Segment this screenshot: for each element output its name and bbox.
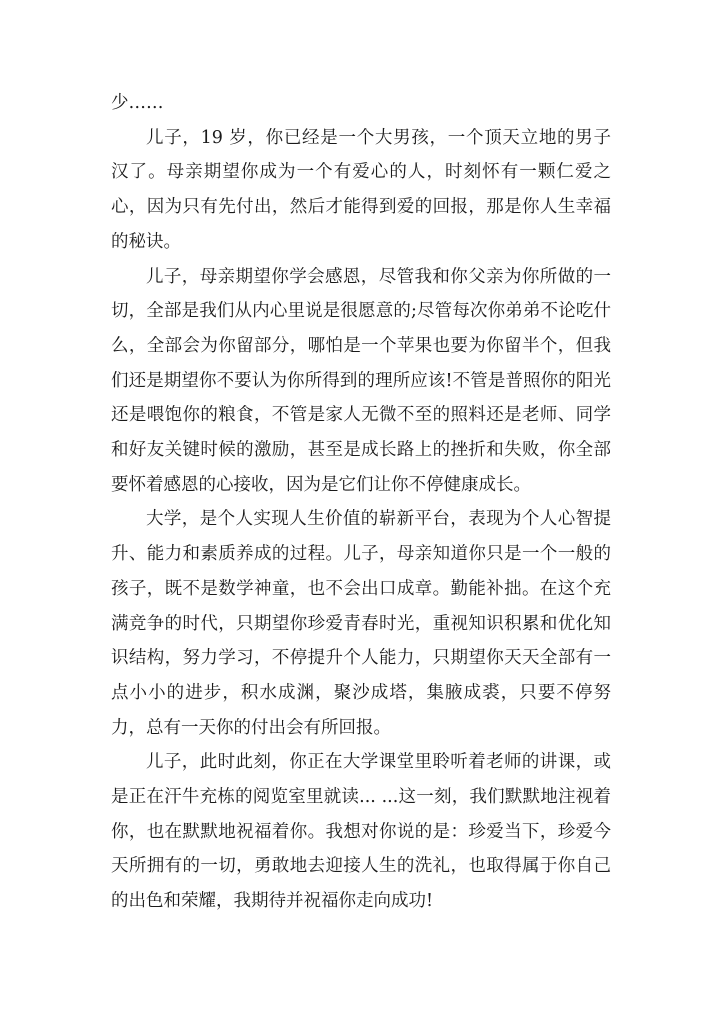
paragraph: 儿子，此时此刻，你正在大学课堂里聆听着老师的讲课，或是正在汗牛充栋的阅览室里就读... ...这一刻，我们默默地注视着你，也在默默地祝福着你。我想对你说的是：珍爱当下，珍爱今天所拥有的一切，勇敢地去迎接人生的洗礼，也取得属于你自己的出色和荣耀，我期待并祝福你走向成功!: [111, 752, 611, 912]
paragraph: 大学，是个人实现人生价值的崭新平台，表现为个人心智提升、能力和素质养成的过程。儿子，母亲知道你只是一个一般的孩子，既不是数学神童，也不会出口成章。勤能补拙。在这个充满竞争的时代，只期望你珍爱青春时光，重视知识积累和优化知识结构，努力学习，不停提升个人能力，只期望你天天全部有一点小小的进步，积水成渊，聚沙成塔，集腋成裘，只要不停努力，总有一天你的付出会有所回报。: [111, 509, 611, 738]
paragraph-fragment: 少……: [111, 93, 164, 113]
document-body: [111, 86, 611, 919]
paragraph: 儿子，母亲期望你学会感恩，尽管我和你父亲为你所做的一切，全部是我们从内心里说是很愿意的;尽管每次你弟弟不论吃什么，全部会为你留部分，哪怕是一个苹果也要为你留半个，但我们还是期望你不要认为你所得到的理所应该!不管是普照你的阳光还是喂饱你的粮食，不管是家人无微不至的照料还是老师、同学和好友关键时候的激励，甚至是成长路上的挫折和失败，你全部要怀着感恩的心接收，因为是它们让你不停健康成长。: [111, 266, 611, 495]
paragraph: 儿子，19 岁，你已经是一个大男孩，一个顶天立地的男子汉了。母亲期望你成为一个有爱心的人，时刻怀有一颗仁爱之心，因为只有先付出，然后才能得到爱的回报，那是你人生幸福的秘诀。: [111, 127, 611, 252]
